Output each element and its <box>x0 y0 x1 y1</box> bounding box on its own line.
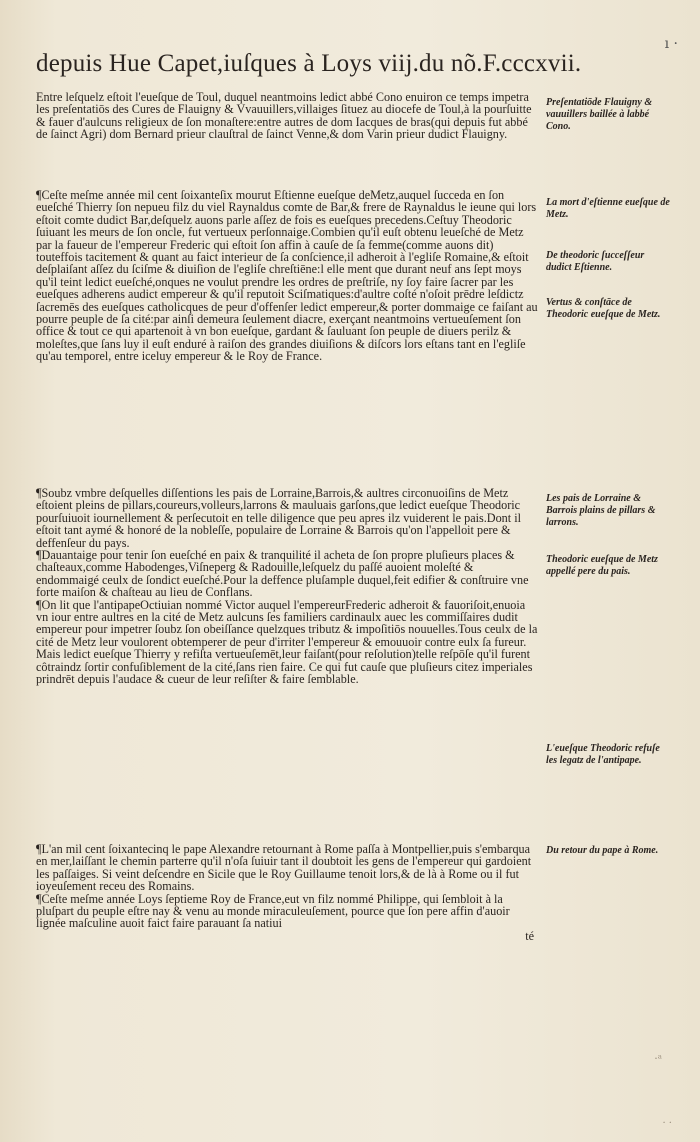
text-block-3 <box>36 487 538 686</box>
margin-note-presentation: Preſentatiōde Flauigny & vauuillers baillée à labbé Cono. <box>546 97 653 132</box>
margin-note-father-of-country: Theodoric eueſque de Metz appellé pere du pais. <box>546 554 658 577</box>
bottom-mark: · · <box>662 1118 672 1129</box>
text-block-1 <box>36 91 538 141</box>
margin-note-pillagers: Les pais de Lorraine & Barrois plains de pillars & larrons. <box>546 493 656 528</box>
text-block-2 <box>36 189 538 363</box>
margin-mark: ·ᵃ <box>654 1052 662 1065</box>
paragraph-2: ¶Ceſte meſme année mil cent ſoixanteſix mourut Eſtienne eueſque deMetz,auquel ſucceda en ſon eueſché Thierry ſon nepueu filz du viel Raynaldus comte de Bar,& frere de Raynaldus le ieune qui lors eſtoit comte dudict Bar,deſquelz auons parle aſſez de fois es eueſques precedens.Ceſtuy Theodoric ſuiuant les meurs de ſon oncle, fut vertueux perſonnaige.Combien qu'il euſt obtenu leueſché de Metz par la faueur de l'empereur Frederic qui eſtoit ſon affin à cauſe de ſa femme(comme auons dit) touteffois tacitement & quant au faict interieur de ſa conſcience,il adheroit à l'egliſe Romaine,& eſtoit deſplaiſant aſſez du ſciſme & diuiſion de l'egliſe chreſtiēne:l elle ment que durant neuf ans ſept moys qu'il teint ledict eueſché,onques ne voulut prendre les ordres de preſtriſe, ny ſoy faire ſacrer par les eueſques adherens audict empereur & qu'il reputoit Sciſmatiques:d'aultre coſté n'oſoit prēdre leſdictz ſacremēs des eueſques catholicques de peur d'offenſer ledict empereur,& porter dommaige ce faiſant au pourre peuple de ſa cité:par ainſi demeura ſeulement diacre, exerçant neantmoins vertueuſement ſon office & tout ce qui apartenoit à vn bon eueſque, gardant & ſauluant ſon peuple de diuers perilz & moleſtes,que ſans luy il euſt enduré à raiſon des grandes diuiſions & diſcors lors eſtans tant en l'egliſe qu'au temporel, entre iceluy empereur & le Roy de France. <box>36 188 538 364</box>
paragraph-1: Entre leſquelz eſtoit l'eueſque de Toul, duquel neantmoins ledict abbé Cono enuiron ce temps impetra les preſentatiōs des Cures de Flauigny & Vvauuillers,villaiges ſituez au diocefe de Toul,à la pourſuitte & fauer d'aulcuns religieux de ſon monaſtere:entre autres de dom Iacques de bras(qui depuis fut abbé de ſainct Agri) dom Bernard prieur clauſtral de ſainct Venne,& dom Varin prieur dudict Flauigny. <box>36 90 532 142</box>
margin-note-refuses-legates: L'eueſque Theodoric refuſe les legatz de l'antipape. <box>546 743 660 766</box>
paragraph-6: ¶L'an mil cent ſoixantecinq le pape Alexandre retournant à Rome paſſa à Montpellier,puis s'embarqua en mer,laiſſant le chemin parterre qu'il n'oſa ſuiuir tant il doubtoit les gens de l'empereur qui gardoient les paſſaiges. Si veint deſcendre en Sicile que le Roy Guillaume tenoit lors,& de là à Rome ou il fut ioyeuſement receu des Romains. <box>36 842 532 894</box>
margin-note-theodoric-successor: De theodoric ſucceſſeur dudict Eſtienne. <box>546 250 645 273</box>
catchword: té <box>525 928 534 943</box>
margin-note-pope-return: Du retour du pape à Rome. <box>546 845 659 856</box>
paragraph-3: ¶Soubz vmbre deſquelles diſſentions les pais de Lorraine,Barrois,& aultres circonuoiſins de Metz eſtoient pleins de pillars,coureurs,volleurs,larrons & mauluais garſons,que ledict eueſque Theodoric pourſuiuoit iournellement & perſecutoit en telle diligence que peu apres ilz vuiderent le pais.Dont il eſtoit tant aymé & honoré de la nobleſſe, populaire de Lorraine & Barrois qu'on l'appelloit pere & deffenſeur du pays. <box>36 486 521 550</box>
page-corner-mark: ı · <box>664 36 678 52</box>
paragraph-4: ¶Dauantaige pour tenir ſon eueſché en paix & tranquilité il acheta de ſon propre pluſieurs places & chaſteaux,comme Habodenges,Viſneperg & Radouille,leſquelz du paſſé auoient moleſté & endommaigé ceulx de ſondict eueſché.Pour la deffence pluſample duquel,feit edifier & conſtruire vne forte maiſon & chaſteau au lieu de Conflans. <box>36 548 529 600</box>
text-block-4 <box>36 843 538 942</box>
running-header: depuis Hue Capet,iuſques à Loys viij.du nõ.F.cccxvii. <box>36 50 582 77</box>
paragraph-5: ¶On lit que l'antipapeOctiuian nommé Victor auquel l'empereurFrederic adheroit & fauoriſoit,enuoia vn iour entre aultres en la cité de Metz aulcuns ſes familiers cardinaulx auec les commiſſaires dudit empereur pour impetrer ſoubz ſon obeiſſance quelzques tributz & impoſitiōs nouuelles.Tous ceulx de la cité de Metz leur voulorent obtemperer de peur d'irriter l'empereur & emouuoir contre eulx ſa fureur. Mais ledict eueſque Thierry y refiſta vertueuſemēt,leur faiſant(pour reſolution)telle reſpōſe qu'il furent côtraindz ſortir confuſiblement de la cité,ſans rien faire. Ce qui fut cauſe que pluſieurs citez imperiales prindrēt depuis l'audace & cueur de leur reſiſter & faire ſemblable. <box>36 597 538 687</box>
margin-note-death-estienne: La mort d'eſtienne eueſque de Metz. <box>546 197 670 220</box>
paragraph-7: ¶Ceſte meſme année Loys ſeptieme Roy de France,eut vn filz nommé Philippe, qui ſembloit à la pluſpart du peuple eſtre nay & venu au monde miraculeuſement, pource que ſon pere affin d'auoir lignée maſculine auoit faict faire parauant ſa natiui <box>36 891 510 931</box>
margin-note-virtues: Vertus & conſtāce de Theodoric eueſque de Metz. <box>546 297 661 320</box>
